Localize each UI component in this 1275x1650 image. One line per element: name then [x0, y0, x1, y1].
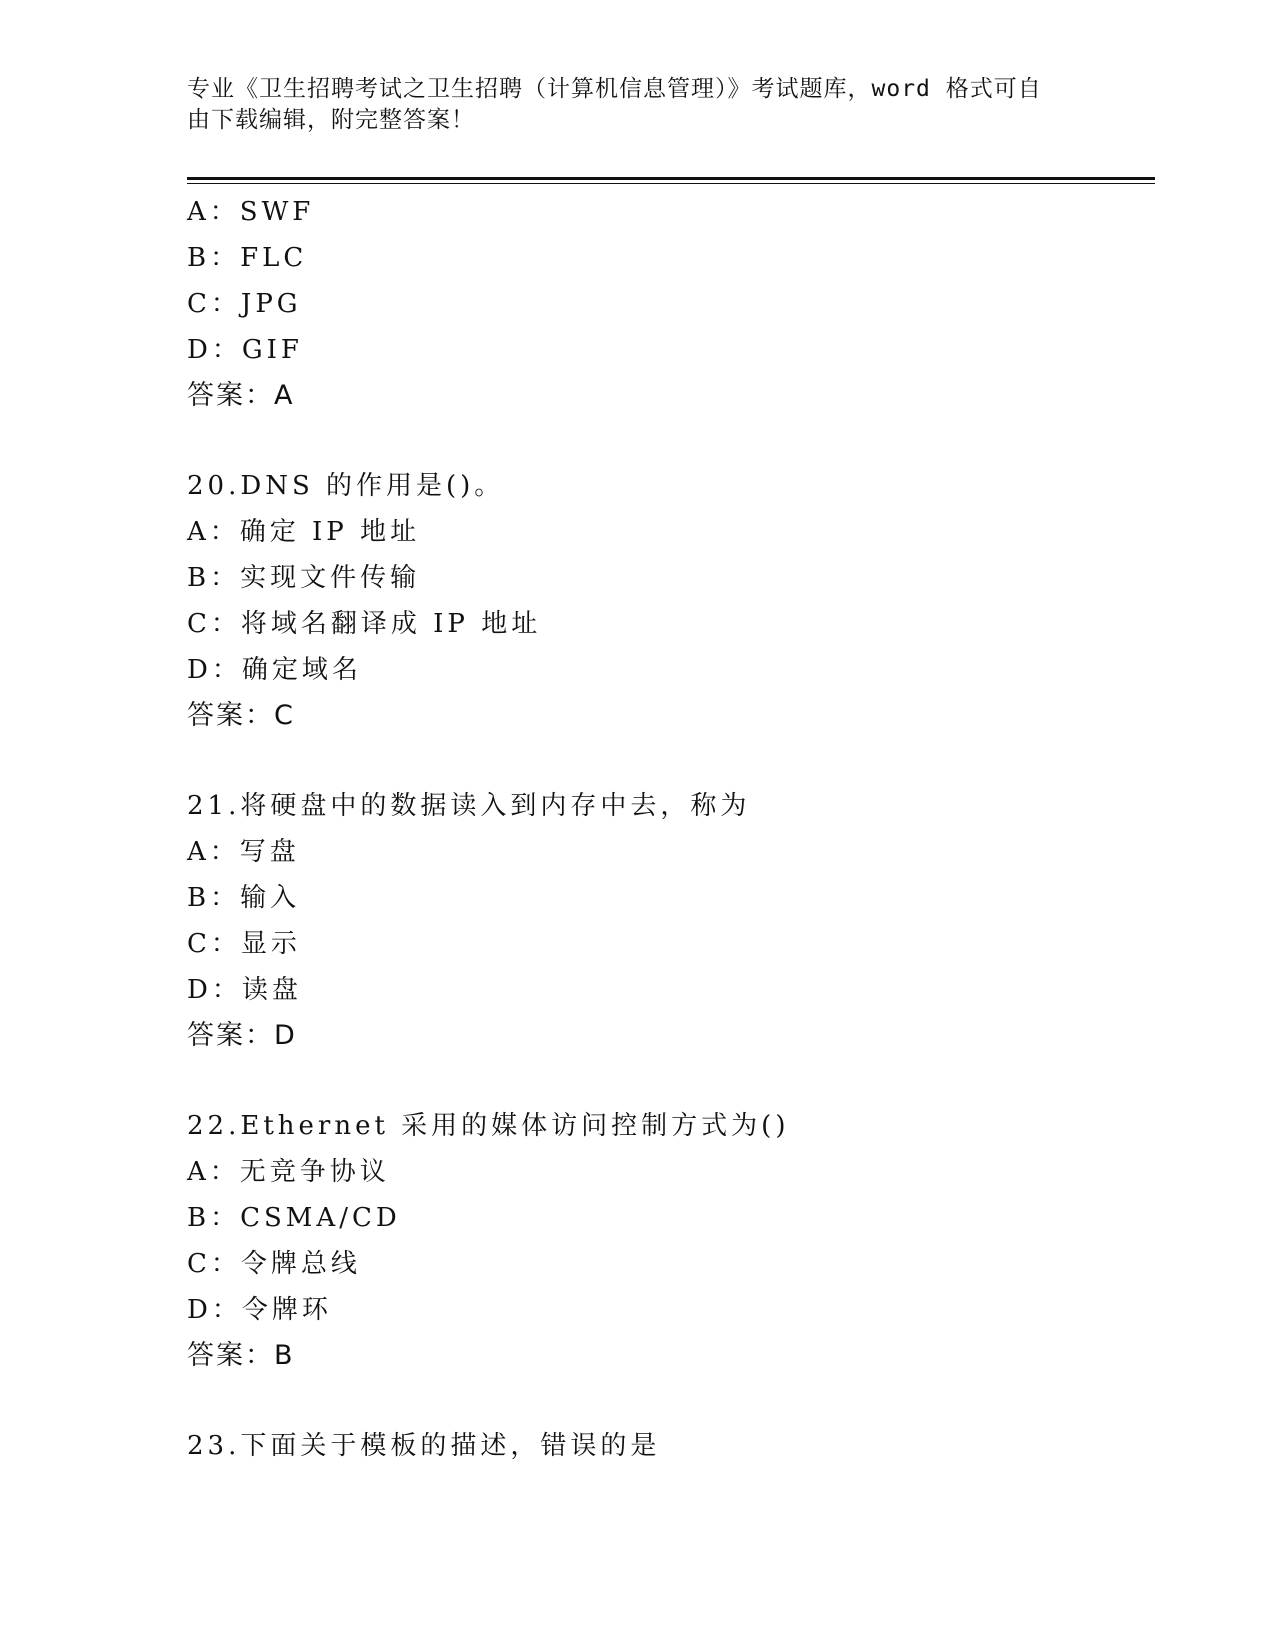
option-d: D：GIF — [187, 335, 303, 365]
question-block-20 — [187, 469, 1155, 745]
option-a: A：写盘 — [187, 837, 300, 867]
question-block-19 — [187, 195, 1155, 425]
document-header — [187, 74, 1087, 136]
option-b: B：实现文件传输 — [187, 563, 421, 593]
question-spacer — [187, 1065, 1155, 1109]
header-line-2: 由下载编辑，附完整答案！ — [187, 107, 475, 133]
question-stem: 21.将硬盘中的数据读入到内存中去，称为 — [187, 791, 751, 821]
question-spacer — [187, 1385, 1155, 1429]
option-c: C：JPG — [187, 289, 302, 319]
answer-line: 答案：D — [187, 1020, 297, 1051]
question-spacer — [187, 425, 1155, 469]
option-b: B：CSMA/CD — [187, 1203, 401, 1233]
header-rule-thick — [187, 177, 1155, 180]
option-a: A：SWF — [187, 197, 315, 227]
option-c: C：令牌总线 — [187, 1249, 361, 1279]
option-d: D：令牌环 — [187, 1295, 332, 1325]
question-list — [187, 195, 1155, 1475]
option-b: B：输入 — [187, 883, 301, 913]
option-c: C：显示 — [187, 929, 301, 959]
question-stem: 22.Ethernet 采用的媒体访问控制方式为() — [187, 1111, 790, 1141]
question-stem: 20.DNS 的作用是()。 — [187, 471, 505, 501]
option-c: C：将域名翻译成 IP 地址 — [187, 609, 542, 639]
answer-line: 答案：A — [187, 380, 295, 411]
question-block-22 — [187, 1109, 1155, 1385]
option-b: B：FLC — [187, 243, 308, 273]
question-spacer — [187, 745, 1155, 789]
header-line-1: 专业《卫生招聘考试之卫生招聘（计算机信息管理）》考试题库，word 格式可自 — [187, 76, 1042, 102]
option-a: A：无竞争协议 — [187, 1157, 390, 1187]
answer-line: 答案：C — [187, 700, 295, 731]
answer-line: 答案：B — [187, 1340, 295, 1371]
option-d: D：确定域名 — [187, 655, 362, 685]
question-block-23 — [187, 1429, 1155, 1475]
question-block-21 — [187, 789, 1155, 1065]
option-a: A：确定 IP 地址 — [187, 517, 421, 547]
header-rule-thin — [187, 183, 1155, 184]
option-d: D：读盘 — [187, 975, 302, 1005]
question-stem: 23.下面关于模板的描述，错误的是 — [187, 1431, 661, 1461]
